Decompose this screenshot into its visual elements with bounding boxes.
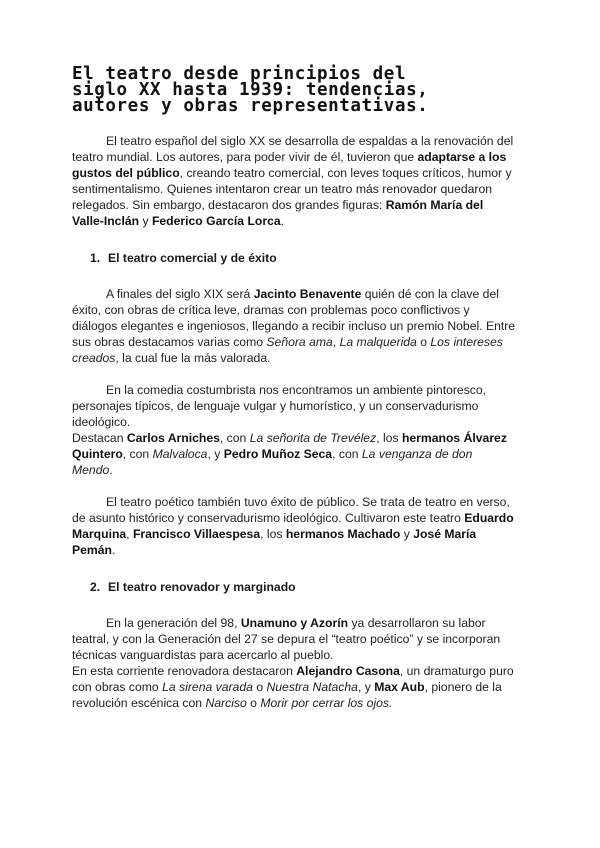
text-run: , con [122,447,153,461]
section-number: 1. [90,251,101,265]
bold-run: Unamuno y Azorín [240,616,349,630]
text-run: Destacan [72,431,127,445]
text-run: , y [207,447,224,461]
italic-run: Morir por cerrar los ojos. [260,696,393,710]
text-run: . [111,543,116,557]
text-run: o [246,696,261,710]
italic-run: Narciso [205,696,247,710]
paragraph-benavente [72,286,516,366]
text-run: , [332,335,340,349]
text-run: El teatro español del siglo XX se desarrolla de espaldas a la renovación del teatro mundial. Los autores, para poder vivir de él, tuvieron que [72,134,514,164]
bold-run: Max Aub [374,680,425,694]
text-run: o [416,335,431,349]
italic-run: La sirena varada [162,680,253,694]
text-run: , pionero de la revolución escénica con [72,680,502,710]
text-run: , con [219,431,250,445]
text-run: En esta corriente renovadora destacaron [72,664,297,678]
intro-paragraph [72,133,516,229]
paragraph-corriente-renovadora [72,663,516,711]
section-title: El teatro comercial y de éxito [108,251,277,265]
bold-run: José María Pemán [72,527,477,557]
text-run: , con [332,447,362,461]
title-line: siglo XX hasta 1939: tendencias, [72,80,429,100]
text-run: y [139,214,152,228]
paragraph-teatro-poetico [72,494,516,558]
bold-run: adaptarse a los gustos del público [72,150,507,180]
text-run: , los [260,527,286,541]
paragraph-generacion-98 [72,615,516,663]
text-run: , y [357,680,375,694]
italic-run: Nuestra Natacha [266,680,358,694]
paragraph-destacan [72,430,516,478]
title-line: El teatro desde principios del [72,64,407,84]
section-heading-1 [90,250,516,266]
bold-run: Federico García Lorca [151,214,281,228]
section-title: El teatro renovador y marginado [108,580,296,594]
bold-run: hermanos Machado [285,527,401,541]
text-run: . [109,463,113,477]
bold-run: Eduardo Marquina [72,511,514,541]
italic-run: La venganza de don Mendo [72,447,473,477]
text-run: ya desarrollaron su labor teatral, y con la Generación del 27 se depura el “teatro poético” y se incorporan técnicas vanguardistas para acercarlo al pueblo. [72,616,501,662]
text-run: En la comedia costumbrista nos encontramos un ambiente pintoresco, personajes típicos, de lenguaje vulgar y humorístico, y un conservadurismo ideológico. [72,383,487,429]
text-run: , [126,527,133,541]
bold-run: Pedro Muñoz Seca [223,447,333,461]
text-run: y [400,527,414,541]
text-run: . [280,214,285,228]
section-heading-2 [90,579,516,595]
italic-run: La señorita de Trevélez [249,431,377,445]
italic-run: Malvaloca [152,447,208,461]
bold-run: Francisco Villaespesa [132,527,261,541]
title-line: autores y obras representativas. [72,96,429,116]
text-run: , la cual fue la más valorada. [115,351,271,365]
document-title [72,0,516,114]
paragraph-costumbrista [72,382,516,430]
italic-run: Los intereses creados [72,335,503,365]
text-run: o [252,680,267,694]
text-run: quién dé con la clave del éxito, con obras de crítica leve, dramas con problemas poco conflictivos y diálogos elegantes e ingeniosos, llegando a recibir incluso un premio Nobel. Entre sus obras destacamos varias como [72,287,516,349]
text-run: , creando teatro comercial, con leves toques críticos, humor y sentimentalismo. Quienes intentaron crear un teatro más renovador quedaron relegados. Sin embargo, destacaron dos grandes figuras: [72,166,512,212]
text-run: , un dramaturgo puro con obras como [72,664,514,694]
text-run: El teatro poético también tuvo éxito de público. Se trata de teatro en verso, de asunto histórico y conservadurismo ideológico. Cultivaron este teatro [72,495,510,525]
italic-run: La malquerida [339,335,417,349]
bold-run: Ramón María del Valle-Inclán [72,198,484,228]
bold-run: hermanos Álvarez Quintero [72,431,507,461]
italic-run: Señora ama [266,335,333,349]
bold-run: Jacinto Benavente [253,287,362,301]
text-run: En la generación del 98, [106,616,241,630]
bold-run: Carlos Arniches [126,431,220,445]
section-number: 2. [90,580,101,594]
text-run: A finales del siglo XIX será [106,287,254,301]
text-run: , los [376,431,402,445]
bold-run: Alejandro Casona [296,664,400,678]
